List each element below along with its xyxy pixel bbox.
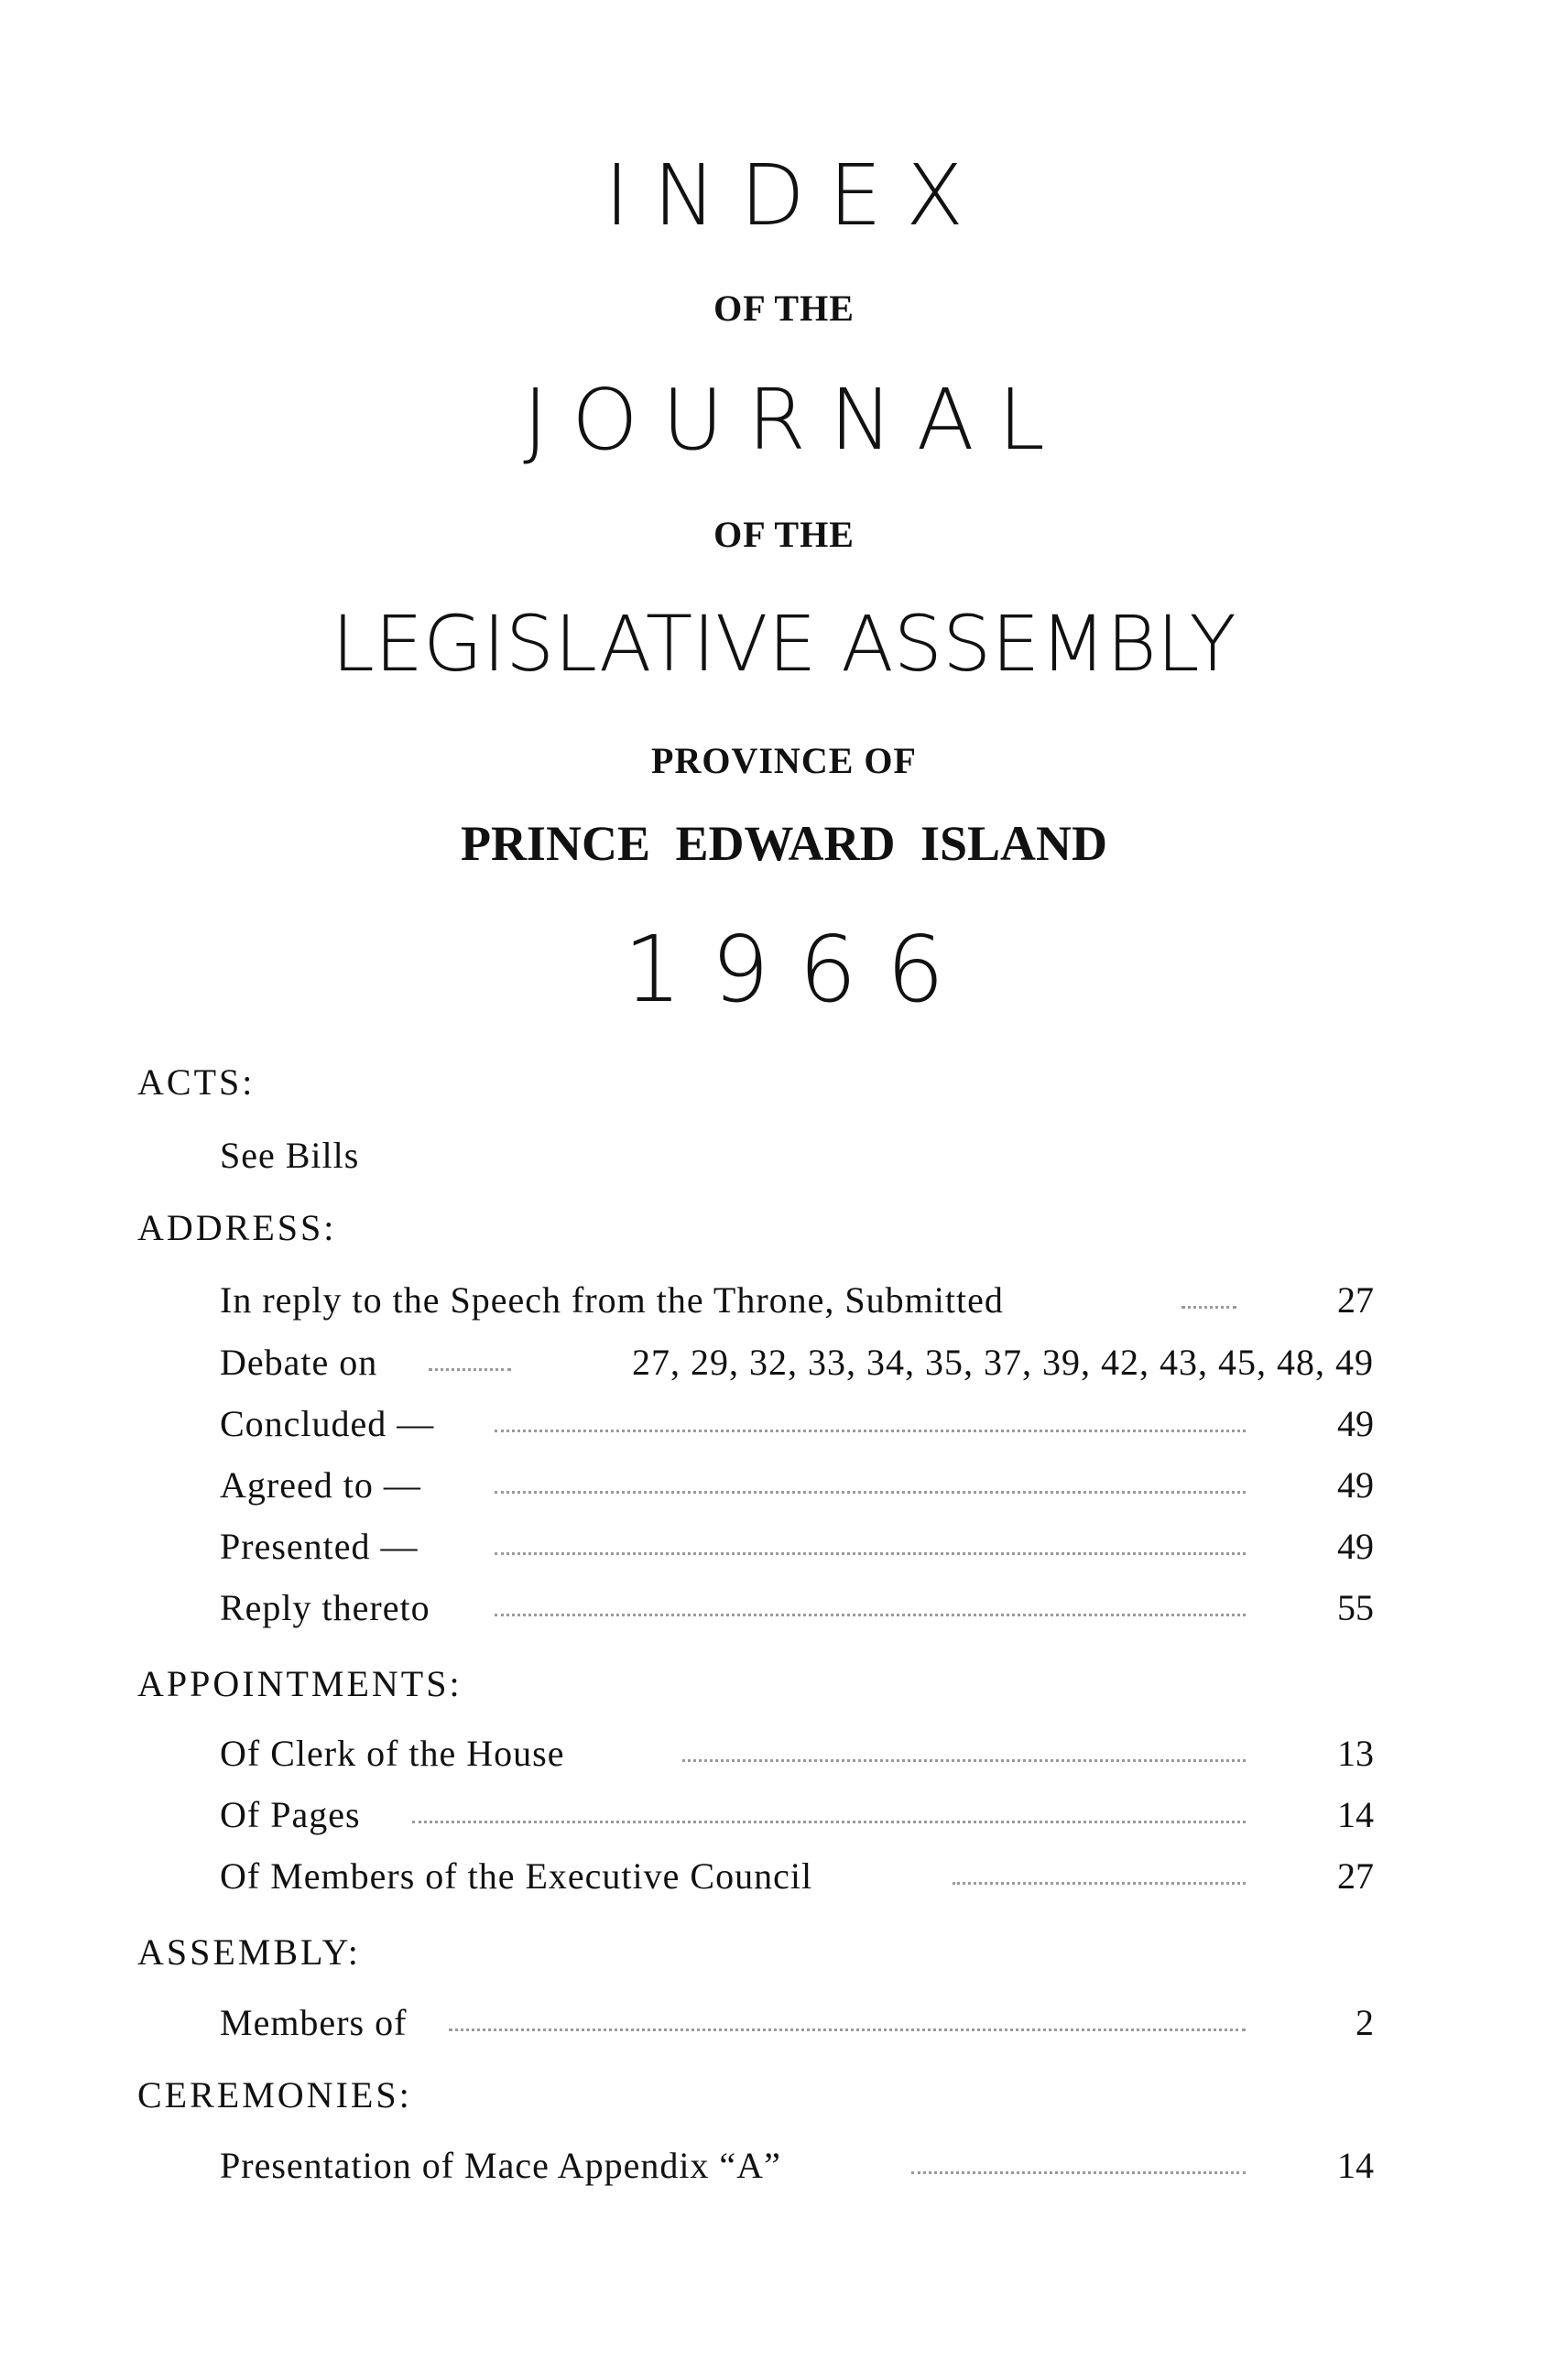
entry-label: See Bills bbox=[220, 1135, 360, 1176]
entry-label: Debate on bbox=[220, 1342, 378, 1383]
index-entry bbox=[220, 2144, 1374, 2192]
dot-leader bbox=[1181, 1306, 1236, 1309]
journal-title: JOURNAL bbox=[523, 371, 1069, 469]
entry-label: Concluded — bbox=[220, 1403, 435, 1444]
entry-label: Members of bbox=[220, 2002, 408, 2043]
entry-label: Of Pages bbox=[220, 1794, 361, 1835]
entry-label: Of Members of the Executive Council bbox=[220, 1855, 813, 1897]
section-heading-assembly: ASSEMBLY: bbox=[137, 1931, 361, 1973]
entry-page: 27, 29, 32, 33, 34, 35, 37, 39, 42, 43, 45, 48, 49 bbox=[632, 1342, 1374, 1383]
entry-page: 27 bbox=[1337, 1855, 1374, 1897]
section-heading-appointments: APPOINTMENTS: bbox=[137, 1663, 463, 1704]
dot-leader bbox=[953, 1882, 1246, 1885]
dot-leader bbox=[495, 1491, 1246, 1494]
index-entry bbox=[220, 1134, 1374, 1181]
entry-label: Of Clerk of the House bbox=[220, 1733, 565, 1774]
section-heading-address: ADDRESS: bbox=[137, 1207, 337, 1248]
dot-leader bbox=[495, 1552, 1246, 1555]
entry-page: 13 bbox=[1337, 1733, 1374, 1774]
dot-leader bbox=[495, 1430, 1246, 1432]
dot-leader bbox=[682, 1759, 1246, 1762]
dot-leader bbox=[412, 1821, 1246, 1823]
entry-label: Presented — bbox=[220, 1526, 419, 1567]
entry-page: 27 bbox=[1337, 1279, 1374, 1321]
prince-edward-island-title: PRINCE EDWARD ISLAND bbox=[460, 816, 1108, 871]
of-the-line-2: OF THE bbox=[713, 514, 855, 555]
entry-page: 14 bbox=[1337, 2145, 1374, 2186]
entry-page: 14 bbox=[1337, 1794, 1374, 1835]
section-heading-acts: ACTS: bbox=[137, 1061, 256, 1103]
dot-leader bbox=[449, 2028, 1246, 2031]
entry-page: 55 bbox=[1337, 1587, 1374, 1628]
index-entry bbox=[220, 1278, 1374, 1326]
entry-page: 49 bbox=[1337, 1526, 1374, 1567]
index-entry bbox=[220, 1854, 1374, 1902]
province-of-line: PROVINCE OF bbox=[651, 740, 917, 781]
index-entry bbox=[220, 1402, 1374, 1450]
index-entry bbox=[220, 1341, 1374, 1388]
index-entry bbox=[220, 1793, 1374, 1841]
index-entry bbox=[220, 1463, 1374, 1511]
entry-page: 49 bbox=[1337, 1403, 1374, 1444]
year-title: 1966 bbox=[623, 916, 975, 1023]
entry-label: In reply to the Speech from the Throne, Submitted bbox=[220, 1279, 1004, 1321]
entry-label: Reply thereto bbox=[220, 1587, 430, 1628]
dot-leader bbox=[911, 2171, 1246, 2174]
entry-label: Presentation of Mace Appendix “A” bbox=[220, 2145, 781, 2186]
index-entry bbox=[220, 1586, 1374, 1634]
index-entry bbox=[220, 2001, 1374, 2049]
dot-leader bbox=[495, 1614, 1246, 1616]
index-entry bbox=[220, 1732, 1374, 1779]
of-the-line-1: OF THE bbox=[713, 288, 855, 329]
legislative-assembly-title: LEGISLATIVE ASSEMBLY bbox=[332, 599, 1236, 689]
index-title: INDEX bbox=[604, 147, 987, 245]
entry-label: Agreed to — bbox=[220, 1464, 421, 1506]
dot-leader bbox=[429, 1368, 511, 1371]
entry-page: 2 bbox=[1356, 2002, 1374, 2043]
entry-page: 49 bbox=[1337, 1464, 1374, 1506]
index-entry bbox=[220, 1525, 1374, 1572]
section-heading-ceremonies: CEREMONIES: bbox=[137, 2074, 412, 2115]
